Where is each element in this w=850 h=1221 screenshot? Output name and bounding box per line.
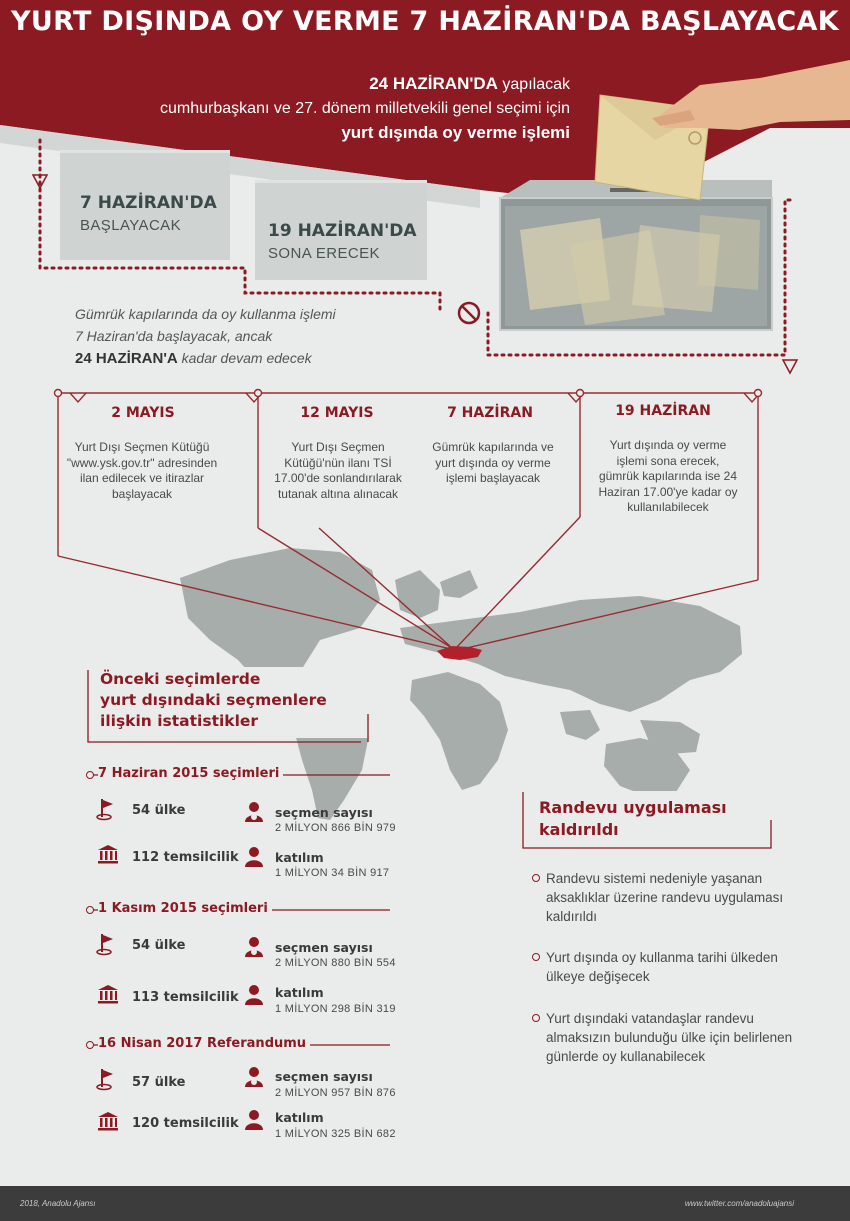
countries-1: 54 ülke	[132, 803, 186, 818]
countries-2: 54 ülke	[132, 938, 186, 953]
section-bullet-3	[86, 1041, 94, 1049]
end-card	[255, 180, 427, 280]
building-icon	[96, 983, 120, 1005]
section-name-1: 7 Haziran 2015 seçimleri	[98, 766, 283, 781]
building-icon	[96, 843, 120, 865]
person-icon	[243, 1108, 265, 1132]
customs-date: 24 HAZİRAN'A	[75, 350, 178, 367]
appointment-item-3: Yurt dışındaki vatandaşlar randevu almaksızın bulunduğu ülke için belirlenen günlerde oy kullanabilecek	[546, 1011, 793, 1064]
missions-2: 113 temsilcilik	[132, 990, 239, 1005]
appointment-title-line1: Randevu uygulaması	[539, 798, 727, 817]
timeline-text-2: Yurt Dışı Seçmen Kütüğü'nün ilanı TSİ 17.00'de sonlandırılarak tutanak altına alınacak	[274, 440, 402, 501]
page-title: YURT DIŞINDA OY VERME 7 HAZİRAN'DA BAŞLAYACAK	[11, 6, 839, 37]
timeline-date-2: 12 MAYIS	[300, 405, 374, 421]
customs-line3: kadar devam edecek	[177, 350, 312, 366]
timeline-text-1: Yurt Dışı Seçmen Kütüğü "www.ysk.gov.tr" adresinden ilan edilecek ve itirazlar başlayacak	[66, 440, 218, 501]
stats-title-line2: yurt dışındaki seçmenlere	[100, 691, 327, 709]
voters-2: 2 MİLYON 880 BİN 554	[275, 957, 396, 969]
stats-title-frame	[86, 668, 376, 748]
appointment-item-1: Randevu sistemi nedeniyle yaşanan aksaklıklar üzerine randevu uygulaması kaldırıldı	[546, 871, 784, 924]
voter-icon	[243, 1065, 265, 1089]
timeline-date-4: 19 HAZİRAN	[615, 403, 711, 419]
building-icon	[96, 1110, 120, 1132]
section-name-3: 16 Nisan 2017 Referandumu	[98, 1036, 310, 1051]
voters-label-1: seçmen sayısı	[275, 805, 373, 820]
timeline-date-3: 7 HAZİRAN	[447, 405, 533, 421]
start-card	[60, 150, 230, 260]
voter-icon	[243, 800, 265, 824]
appointment-bullet-1	[532, 874, 540, 882]
footer-copyright: 2018, Anadolu Ajansı	[20, 1199, 96, 1208]
intro-date: 24 HAZİRAN'DA	[369, 74, 498, 93]
person-icon	[243, 845, 265, 869]
appointment-bullet-2	[532, 953, 540, 961]
voters-label-2: seçmen sayısı	[275, 940, 373, 955]
section-name-2: 1 Kasım 2015 seçimleri	[98, 901, 272, 916]
stats-title-line3: ilişkin istatistikler	[100, 712, 259, 730]
customs-line1: Gümrük kapılarında da oy kullanma işlemi	[75, 306, 336, 322]
timeline-text-4: Yurt dışında oy verme işlemi sona erecek, gümrük kapılarında ise 24 Haziran 17.00'ye kadar oy kullanılabilecek	[598, 438, 738, 514]
turnout-3: 1 MİLYON 325 BİN 682	[275, 1128, 396, 1140]
section-bullet-2	[86, 906, 94, 914]
appointment-item-2: Yurt dışında oy kullanma tarihi ülkeden ülkeye değişecek	[546, 950, 778, 984]
turnout-label-2: katılım	[275, 985, 324, 1000]
missions-1: 112 temsilcilik	[132, 850, 239, 865]
appointment-bullet-3	[532, 1014, 540, 1022]
voter-icon	[243, 935, 265, 959]
intro-line1: yapılacak	[497, 76, 570, 93]
ballot-box-icon	[500, 180, 772, 330]
countries-3: 57 ülke	[132, 1075, 186, 1090]
turnout-label-3: katılım	[275, 1110, 324, 1125]
timeline-date-1: 2 MAYIS	[111, 405, 175, 421]
turnout-2: 1 MİLYON 298 BİN 319	[275, 1003, 396, 1015]
start-text: BAŞLAYACAK	[80, 217, 181, 234]
intro-line2: cumhurbaşkanı ve 27. dönem milletvekili genel seçimi için	[160, 100, 570, 117]
voters-1: 2 MİLYON 866 BİN 979	[275, 822, 396, 834]
timeline-text-3: Gümrük kapılarında ve yurt dışında oy verme işlemi başlayacak	[432, 440, 554, 485]
customs-line2: 7 Haziran'da başlayacak, ancak	[75, 328, 273, 344]
stats-title-line1: Önceki seçimlerde	[100, 670, 261, 688]
footer-twitter-link[interactable]: www.twitter.com/anadoluajansi	[684, 1199, 794, 1208]
flag-icon	[96, 1067, 118, 1091]
missions-3: 120 temsilcilik	[132, 1116, 239, 1131]
flag-icon	[96, 932, 118, 956]
voters-label-3: seçmen sayısı	[275, 1069, 373, 1084]
turnout-1: 1 MİLYON 34 BİN 917	[275, 867, 390, 879]
customs-note	[75, 303, 336, 370]
end-text: SONA ERECEK	[268, 245, 380, 262]
turnout-label-1: katılım	[275, 850, 324, 865]
section-bullet-1	[86, 771, 94, 779]
appointment-title-line2: kaldırıldı	[539, 820, 619, 839]
end-date: 19 HAZİRAN'DA	[268, 221, 417, 241]
appointment-title-frame	[521, 790, 781, 852]
person-icon	[243, 983, 265, 1007]
voters-3: 2 MİLYON 957 BİN 876	[275, 1087, 396, 1099]
start-date: 7 HAZİRAN'DA	[80, 193, 217, 213]
flag-icon	[96, 797, 118, 821]
no-entry-icon	[459, 303, 479, 323]
intro-line3: yurt dışında oy verme işlemi	[341, 123, 570, 142]
footer	[0, 1186, 850, 1221]
intro-text	[160, 72, 570, 145]
